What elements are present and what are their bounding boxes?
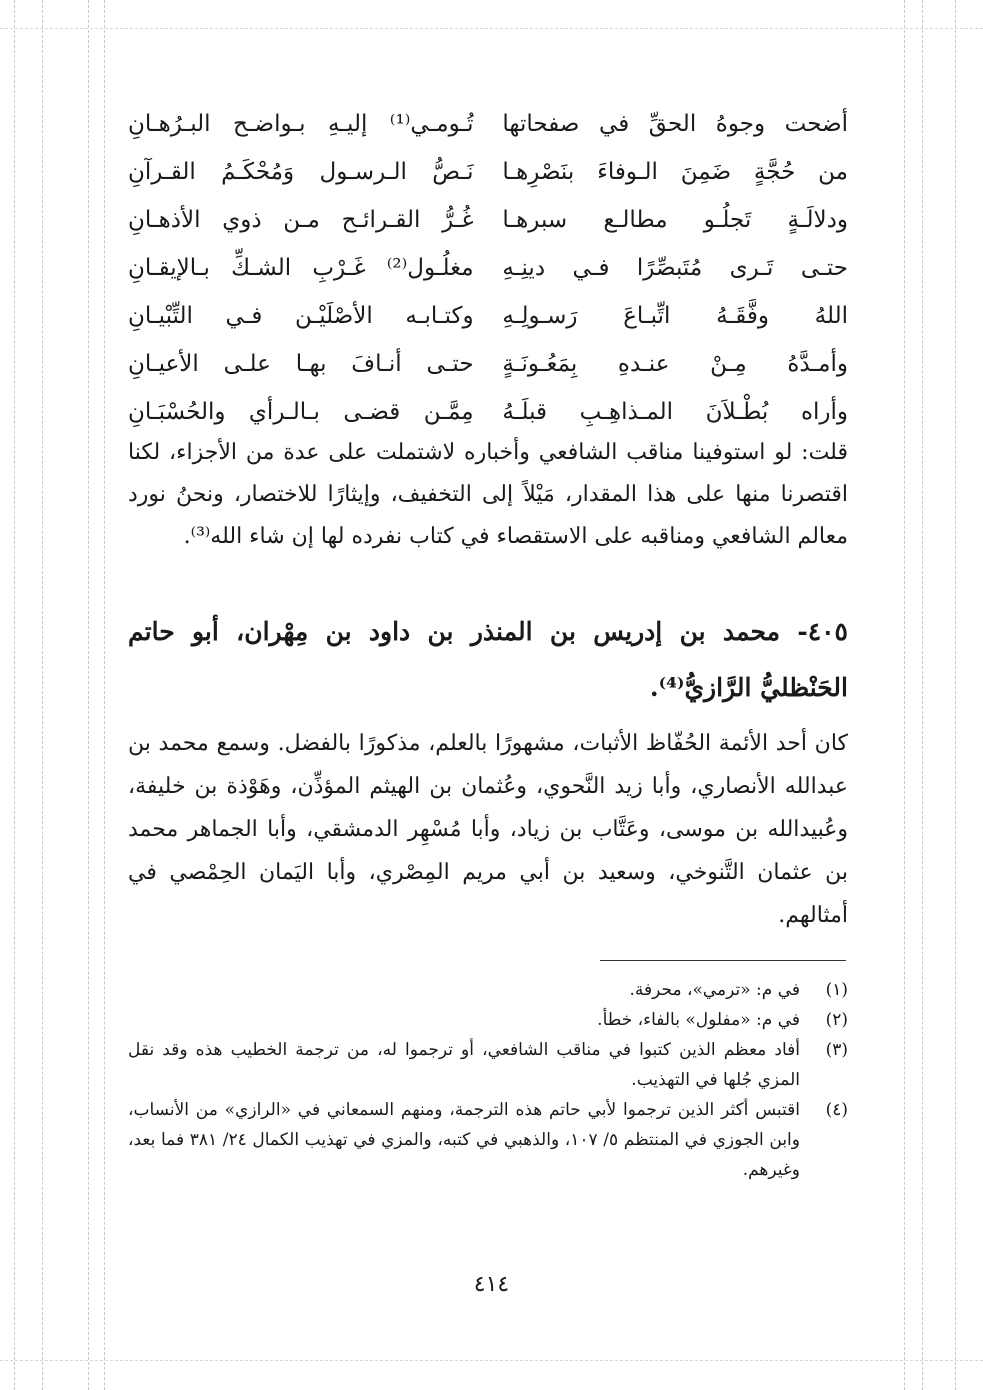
verse-first-hemistich: وأمـدَّهُ مِـنْ عنـدهِ بِمَعُـونَـةٍ (502, 351, 848, 377)
footnote-number: (٣) (825, 1040, 848, 1060)
verse-line (128, 148, 848, 196)
verse-second-hemistich: حتـى أنـافَ بهـا علـى الأعيـانِ (128, 351, 474, 377)
verse-second-hemistich: نَـصُّ الـرسـول وَمُحْكَـمُ القـرآنِ (128, 159, 474, 185)
footnote-text: أفاد معظم الذين كتبوا في مناقب الشافعي، أو ترجموا له، من ترجمة الخطيب هذه وقد نقل المزي جُلها في التهذيب. (128, 1040, 800, 1090)
footnote-text: اقتبس أكثر الذين ترجموا لأبي حاتم هذه الترجمة، ومنهم السمعاني في «الرازي» من الأنساب، وابن الجوزي في المنتظم ٥/ ١٠٧، والذهبي في كتبه، والمزي في تهذيب الكمال ٢٤/ ٣٨١ فما بعد، وغيرهم. (128, 1100, 800, 1180)
footnote (128, 1095, 848, 1185)
verse-first-hemistich: ودلالَـةٍ تَجلُـو مطالـع سبرهـا (502, 207, 848, 233)
footnote (128, 1035, 848, 1095)
poem (128, 100, 848, 436)
verse-line (128, 340, 848, 388)
verse-line (128, 100, 848, 148)
scan-top-dots (0, 28, 983, 29)
verse-first-hemistich: حتـى تَـرى مُتَبصِّرًا فـي دينِـهِ (502, 255, 848, 281)
verse-second-hemistich: تُـومـي⁽¹⁾ إليـهِ بـواضـح البـرُهـانِ (128, 111, 474, 137)
verse-second-hemistich: وكتـابـه الأصْلَيْـن فـي التِّبْيـانِ (128, 303, 474, 329)
footnote-number: (٤) (825, 1100, 848, 1120)
scan-margin-dots (88, 0, 89, 1390)
scan-margin-dots (955, 0, 956, 1390)
scan-margin-dots (922, 0, 923, 1390)
verse-second-hemistich: مغلُـول⁽²⁾ غَـرْبِ الشـكِّ بـالإيقـانِ (128, 255, 474, 281)
page-number: ٤١٤ (473, 1272, 510, 1297)
footnote-separator (600, 960, 846, 961)
verse-line (128, 388, 848, 436)
author-remark-paragraph: قلت: لو استوفينا مناقب الشافعي وأخباره لاشتملت على عدة من الأجزاء، لكنا اقتصرنا منها على هذا المقدار، مَيْلاً إلى التخفيف، وإيثارًا للاختصار، ونحنُ نورد معالم الشافعي ومناقبه على الاستقصاء في كتاب نفرده لها إن شاء الله⁽³⁾. (128, 440, 848, 549)
footnote-number: (٢) (825, 1010, 848, 1030)
footnotes (128, 975, 848, 1185)
scan-margin-dots (904, 0, 905, 1390)
footnote-text: في م: «ترمي»، محرفة. (629, 980, 800, 1000)
verse-line (128, 196, 848, 244)
biography-heading: ٤٠٥- محمد بن إدريس بن المنذر بن داود بن مِهْران، أبو حاتم الحَنْظليُّ الرَّازيُّ⁽⁴⁾. (128, 617, 848, 702)
scan-bottom-dots (0, 1360, 983, 1361)
scan-margin-dots (14, 0, 15, 1390)
footnote-text: في م: «مفلول» بالفاء، خطأ. (597, 1010, 800, 1030)
biography-body-paragraph: كان أحد الأئمة الحُفّاظ الأثبات، مشهورًا بالعلم، مذكورًا بالفضل. وسمع محمد بن عبدالله الأنصاري، وأبا زيد النَّحوي، وعُثمان بن الهيثم المؤذِّن، وهَوْذة بن خليفة، وعُبيدالله بن موسى، وعَتَّاب بن زياد، وأبا مُسْهِر الدمشقي، وأبا الجماهر محمد بن عثمان التَّنوخي، وسعيد بن أبي مريم المِصْري، وأبا اليَمان الحِمْصي في أمثالهم. (128, 731, 848, 928)
footnote (128, 1005, 848, 1035)
verse-second-hemistich: غُـرُّ القـرائـح مـن ذوي الأذهـانِ (128, 207, 474, 233)
scan-margin-dots (42, 0, 43, 1390)
footnote-number: (١) (825, 980, 848, 1000)
verse-first-hemistich: من حُجَّةٍ ضَمِنَ الـوفاءَ بنَصْرِهـا (502, 159, 848, 185)
verse-second-hemistich: مِمَّـن قضـى بـالـرأي والحُسْبَـانِ (128, 399, 474, 425)
footnote (128, 975, 848, 1005)
verse-line (128, 292, 848, 340)
verse-line (128, 244, 848, 292)
scan-margin-dots (104, 0, 105, 1390)
verse-first-hemistich: اللهُ وفَّقَـهُ اتِّبـاعَ رَسـولِـهِ (502, 303, 848, 329)
verse-first-hemistich: وأراه بُطْـلاَنَ المـذاهِـبِ قبلَـهُ (502, 399, 848, 425)
verse-first-hemistich: أضحت وجوهُ الحقِّ في صفحاتها (502, 111, 848, 137)
